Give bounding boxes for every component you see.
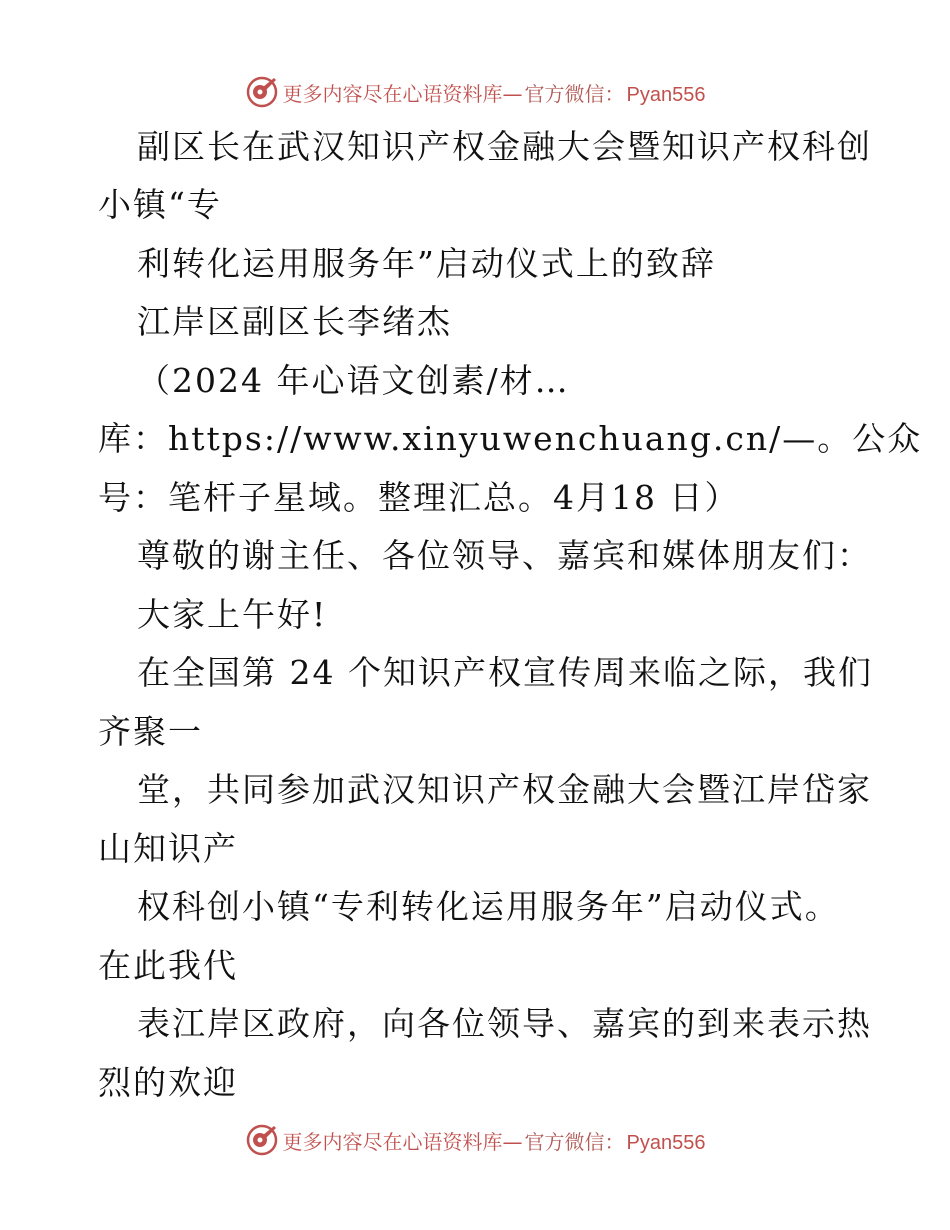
text-line: 大家上午好! (137, 595, 328, 634)
footer-banner (0, 1120, 950, 1160)
text-line: 在此我代 (98, 946, 238, 985)
text-line: 表江岸区政府，向各位领导、嘉宾的到来表示热 (137, 1004, 872, 1043)
text-line: 利转化运用服务年”启动仪式上的致辞 (137, 244, 716, 283)
text-line: 小镇“专 (98, 185, 222, 224)
text-line: 尊敬的谢主任、各位领导、嘉宾和媒体朋友们： (137, 536, 872, 575)
text-line: （2024 年心语文创素/材… (137, 361, 570, 400)
text-line: 副区长在武汉知识产权金融大会暨知识产权科创 (137, 127, 872, 166)
banner-dash: — (502, 81, 523, 106)
banner-text: 更多内容尽在心语资料库 (282, 81, 503, 106)
text-line: 山知识产 (98, 829, 238, 868)
text-line: 在全国第 24 个知识产权宣传周来临之际，我们 (137, 653, 873, 692)
text-line: 号：笔杆子星域。整理汇总。4月18 日） (98, 478, 740, 517)
banner-dash: — (502, 1129, 523, 1154)
banner-wechat-id: Pyan556 (626, 1131, 706, 1154)
text-line: 权科创小镇“专利转化运用服务年”启动仪式。 (137, 887, 840, 926)
banner-official-label: 官方微信： (524, 81, 625, 106)
pen-logo-icon (245, 1123, 279, 1157)
text-line: 齐聚一 (98, 712, 203, 751)
text-line: 烈的欢迎 (98, 1063, 238, 1102)
text-line: 堂，共同参加武汉知识产权金融大会暨江岸岱家 (137, 770, 872, 809)
text-line: 库：https://www.xinyuwenchuang.cn/—。公众 (98, 419, 923, 458)
text-line: 江岸区副区长李绪杰 (137, 302, 452, 341)
banner-official-label: 官方微信： (524, 1129, 625, 1154)
banner-wechat-id: Pyan556 (626, 83, 706, 106)
banner-text: 更多内容尽在心语资料库 (282, 1129, 503, 1154)
